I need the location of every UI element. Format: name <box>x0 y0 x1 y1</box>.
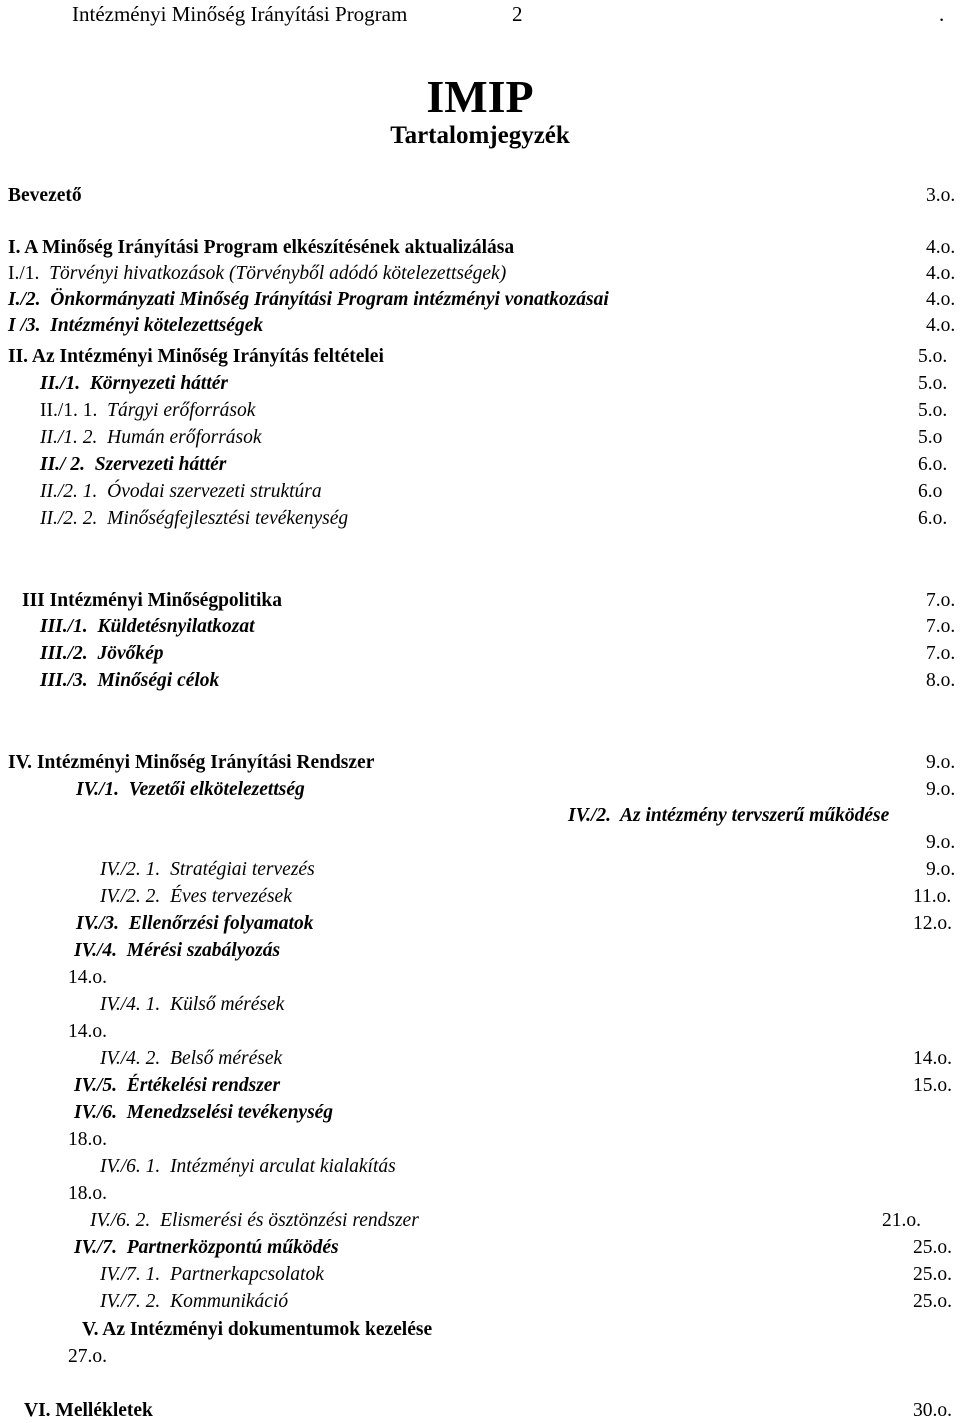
toc-entry-title <box>74 1101 333 1125</box>
toc-entry-text: Intézményi Minőségpolitika <box>49 590 283 611</box>
toc-entry-text: Minőségfejlesztési tevékenység <box>107 508 349 529</box>
toc-entry-page: 5.o <box>918 427 943 448</box>
toc-entry-title <box>100 885 292 909</box>
toc-entry-page: 4.o. <box>926 289 956 310</box>
toc-entry-text: Az Intézményi dokumentumok kezelése <box>102 1319 433 1340</box>
toc-entry-text: Minőségi célok <box>97 670 220 691</box>
toc-entry-text: A Minőség Irányítási Program elkészítésének aktualizálása <box>24 237 515 258</box>
toc-entry-number: II./ 2. <box>40 454 85 475</box>
toc-entry-title <box>100 1290 288 1314</box>
toc-entry-number: II./1. 1. <box>40 400 98 421</box>
toc-entry-title <box>100 1047 282 1071</box>
toc-entry-page: 18.o. <box>68 1129 107 1150</box>
toc-entry-page: 9.o. <box>926 832 956 853</box>
toc-entry-title <box>100 993 284 1017</box>
toc-entry-page: 25.o. <box>913 1237 952 1258</box>
toc-entry-page: 14.o. <box>913 1048 952 1069</box>
toc-entry-number: IV./6. 2. <box>90 1210 151 1231</box>
toc-entry-text: Bevezető <box>8 185 82 206</box>
toc-entry-number: IV./4. 1. <box>100 994 161 1015</box>
toc-entry-text: Tárgyi erőforrások <box>107 400 256 421</box>
toc-entry-page: 9.o. <box>926 779 956 800</box>
toc-entry-title <box>40 615 255 639</box>
toc-entry-page: 6.o. <box>918 454 948 475</box>
toc-entry-number: IV./4. 2. <box>100 1048 161 1069</box>
toc-entry-title <box>22 589 282 613</box>
toc-entry-text: Óvodai szervezeti struktúra <box>107 481 322 502</box>
toc-entry-text: Stratégiai tervezés <box>170 859 315 880</box>
toc-entry-number: IV./7. <box>74 1237 117 1258</box>
toc-entry-text: Menedzselési tevékenység <box>126 1102 334 1123</box>
toc-entry-text: Önkormányzati Minőség Irányítási Program intézményi vonatkozásai <box>50 289 609 310</box>
toc-entry-title <box>8 751 374 775</box>
toc-entry-text: Külső mérések <box>170 994 285 1015</box>
toc-entry-title <box>40 507 348 531</box>
toc-entry-page: 14.o. <box>68 1021 107 1042</box>
toc-entry-text: Az intézmény tervszerű működése <box>620 805 890 826</box>
toc-entry-number: IV./7. 1. <box>100 1264 161 1285</box>
toc-entry-number: IV./7. 2. <box>100 1291 161 1312</box>
toc-entry-text: Ellenőrzési folyamatok <box>128 913 314 934</box>
toc-entry-number: IV./4. <box>74 940 117 961</box>
toc-entry-number: IV./2. <box>568 805 611 826</box>
toc-entry-text: Intézményi kötelezettségek <box>50 315 264 336</box>
toc-entry-number: III./3. <box>40 670 88 691</box>
toc-entry-title <box>8 262 506 286</box>
toc-entry-page: 21.o. <box>882 1210 921 1231</box>
toc-entry-page: 4.o. <box>926 315 956 336</box>
document-title: IMIP <box>426 71 534 122</box>
header-dot: . <box>939 2 945 26</box>
toc-entry-number: IV. <box>8 752 33 773</box>
toc-entry-title <box>40 399 255 423</box>
toc-entry-page: 14.o. <box>68 967 107 988</box>
toc-entry-page: 4.o. <box>926 237 956 258</box>
toc-entry-text: Kommunikáció <box>170 1291 289 1312</box>
toc-entry-page: 6.o. <box>918 508 948 529</box>
toc-entry-text: Belső mérések <box>170 1048 283 1069</box>
toc-entry-title <box>100 1263 324 1287</box>
toc-entry-title <box>74 1074 280 1098</box>
toc-entry-text: Az Intézményi Minőség Irányítás feltételei <box>31 346 384 367</box>
toc-entry-text: Mérési szabályozás <box>126 940 281 961</box>
toc-entry-number: IV./5. <box>74 1075 117 1096</box>
toc-entry-page: 18.o. <box>68 1183 107 1204</box>
header-title: Intézményi Minőség Irányítási Program <box>72 2 408 26</box>
toc-entry-title <box>40 669 219 693</box>
toc-entry-page: 25.o. <box>913 1264 952 1285</box>
toc-entry-title <box>40 480 322 504</box>
toc-entry-number: III./2. <box>40 643 88 664</box>
toc-entry-title <box>82 1318 432 1342</box>
toc-entry-page: 5.o. <box>918 400 948 421</box>
toc-entry-text: Elismerési és ösztönzési rendszer <box>160 1210 419 1231</box>
toc-entry-title <box>40 453 226 477</box>
toc-entry-number: V. <box>82 1319 99 1340</box>
toc-entry-page: 7.o. <box>926 616 956 637</box>
toc-entry-title <box>100 858 315 882</box>
toc-entry-title <box>100 1155 396 1179</box>
toc-entry-number: II./1. <box>40 373 81 394</box>
toc-entry-text: Mellékletek <box>55 1400 153 1421</box>
toc-entry-title <box>568 804 889 828</box>
toc-entry-title <box>24 1399 153 1423</box>
toc-entry-text: Intézményi arculat kialakítás <box>170 1156 396 1177</box>
toc-entry-page: 12.o. <box>913 913 952 934</box>
toc-entry-page: 15.o. <box>913 1075 952 1096</box>
toc-entry-number: IV./6. 1. <box>100 1156 161 1177</box>
toc-entry-title <box>90 1209 419 1233</box>
toc-entry-number: I./2. <box>8 289 41 310</box>
toc-entry-number: II./2. 2. <box>40 508 98 529</box>
toc-entry-title <box>40 642 164 666</box>
toc-entry-text: Éves tervezések <box>170 886 292 907</box>
toc-entry-number: IV./1. <box>76 779 119 800</box>
toc-entry-text: Humán erőforrások <box>107 427 262 448</box>
toc-entry-text: Szervezeti háttér <box>94 454 227 475</box>
toc-entry-title <box>8 345 384 369</box>
toc-entry-number: VI. <box>24 1400 51 1421</box>
toc-entry-title <box>8 184 82 208</box>
toc-entry-number: I /3. <box>8 315 41 336</box>
toc-entry-text: Vezetői elkötelezettség <box>128 779 305 800</box>
toc-entry-number: III./1. <box>40 616 88 637</box>
toc-entry-text: Küldetésnyilatkozat <box>97 616 255 637</box>
toc-entry-number: II./1. 2. <box>40 427 98 448</box>
toc-entry-title <box>74 939 280 963</box>
toc-entry-page: 9.o. <box>926 752 956 773</box>
toc-entry-number: IV./3. <box>76 913 119 934</box>
toc-entry-title <box>8 288 609 312</box>
toc-entry-page: 5.o. <box>918 373 948 394</box>
toc-entry-page: 3.o. <box>926 185 956 206</box>
toc-entry-page: 4.o. <box>926 263 956 284</box>
toc-entry-title <box>8 314 263 338</box>
toc-entry-page: 6.o <box>918 481 943 502</box>
document-subtitle: Tartalomjegyzék <box>390 122 570 149</box>
toc-entry-title <box>74 1236 339 1260</box>
toc-entry-number: IV./6. <box>74 1102 117 1123</box>
toc-entry-number: IV./2. 2. <box>100 886 161 907</box>
header-page-number: 2 <box>512 2 523 26</box>
toc-entry-number: I./1. <box>8 263 40 284</box>
toc-entry-page: 7.o. <box>926 590 956 611</box>
toc-entry-text: Környezeti háttér <box>89 373 228 394</box>
toc-entry-title <box>76 778 305 802</box>
toc-entry-page: 7.o. <box>926 643 956 664</box>
toc-entry-number: II./2. 1. <box>40 481 98 502</box>
toc-entry-page: 25.o. <box>913 1291 952 1312</box>
toc-entry-number: I. <box>8 237 21 258</box>
toc-entry-title <box>40 426 262 450</box>
toc-entry-page: 8.o. <box>926 670 956 691</box>
toc-entry-title <box>8 236 514 260</box>
toc-entry-page: 11.o. <box>913 886 952 907</box>
toc-entry-text: Értékelési rendszer <box>126 1075 281 1096</box>
toc-entry-text: Intézményi Minőség Irányítási Rendszer <box>36 752 375 773</box>
toc-entry-text: Partnerközpontú működés <box>126 1237 339 1258</box>
toc-entry-number: II. <box>8 346 29 367</box>
toc-entry-page: 5.o. <box>918 346 948 367</box>
toc-entry-page: 27.o. <box>68 1346 107 1367</box>
toc-entry-text: Jövőkép <box>97 643 164 664</box>
toc-entry-number: IV./2. 1. <box>100 859 161 880</box>
toc-entry-title <box>76 912 313 936</box>
toc-entry-text: Partnerkapcsolatok <box>170 1264 324 1285</box>
toc-entry-text: Törvényi hivatkozások (Törvényből adódó kötelezettségek) <box>49 263 507 284</box>
toc-entry-page: 30.o. <box>913 1400 952 1421</box>
toc-entry-page: 9.o. <box>926 859 956 880</box>
toc-entry-title <box>40 372 228 396</box>
toc-entry-number: III <box>22 590 45 611</box>
